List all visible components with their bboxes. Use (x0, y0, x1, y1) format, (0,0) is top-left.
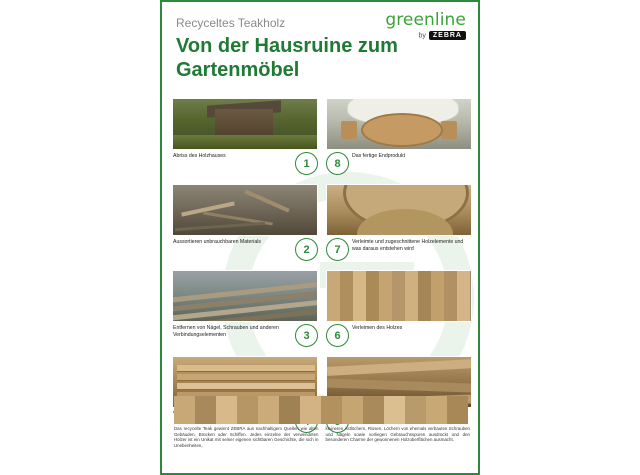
steps-row (172, 98, 472, 180)
brand-by-label: by (418, 32, 426, 40)
step-item-7 (326, 184, 472, 266)
step-caption-6: Verleimen des Holzes (352, 325, 403, 331)
steps-grid (172, 98, 472, 442)
footer-image (174, 396, 470, 424)
step-number-1: 1 (295, 152, 318, 175)
steps-row (172, 270, 472, 352)
step-image-8 (326, 98, 472, 150)
step-image-3 (172, 270, 318, 322)
step-number-8: 8 (326, 152, 349, 175)
step-image-2 (172, 184, 318, 236)
footer-paragraph-2: kleineren Astlöchern, Rissen, Löchern von ehemals verbauten Schrauben und Nägeln sowie vorliegen Gebrauchsspuren ausdrückt und den besonderen Charme der gewonnenen Holzoberflächen ausmacht. (325, 426, 470, 443)
brand-name: greenline (385, 10, 466, 30)
step-item-6 (326, 270, 472, 352)
step-number-3: 3 (295, 324, 318, 347)
step-item-8 (326, 98, 472, 180)
step-image-1 (172, 98, 318, 150)
footer-text (174, 426, 470, 448)
poster-page (160, 0, 480, 475)
step-number-7: 7 (326, 238, 349, 261)
step-number-6: 6 (326, 324, 349, 347)
step-caption-8: Das fertige Endprodukt (352, 153, 406, 159)
step-image-6 (326, 270, 472, 322)
step-caption-2: Aussortieren unbrauchbaren Materials (173, 239, 261, 245)
step-item-1 (172, 98, 318, 180)
poster-kicker: Recyceltes Teakholz (176, 16, 286, 30)
step-image-7 (326, 184, 472, 236)
steps-row (172, 184, 472, 266)
step-number-2: 2 (295, 238, 318, 261)
page-title: Von der Hausruine zum Gartenmöbel (176, 35, 398, 81)
step-caption-7: Verleimte und zugeschnittene Holzelemente und was daraus entstehen wird (352, 239, 464, 252)
footer-paragraph-1: Das recycelte Teak gewinnt ZEBRA aus nachhaltigem Quellen wie alten Gebäuden, Brücken oder Schiffen. Jedes einzelne der verwendeten Hölzer ist ein Unikat mit seiner eigenen sichtbaren Geschichte, die sich in Unebenheiten, (174, 426, 319, 448)
step-item-3 (172, 270, 318, 352)
brand-sub-name: ZEBRA (429, 31, 466, 40)
step-caption-3: Entfernen von Nägel, Schrauben und anderen Verbindungselementen (173, 325, 279, 338)
step-caption-1: Abriss des Holzhauses (173, 153, 226, 159)
step-item-2 (172, 184, 318, 266)
